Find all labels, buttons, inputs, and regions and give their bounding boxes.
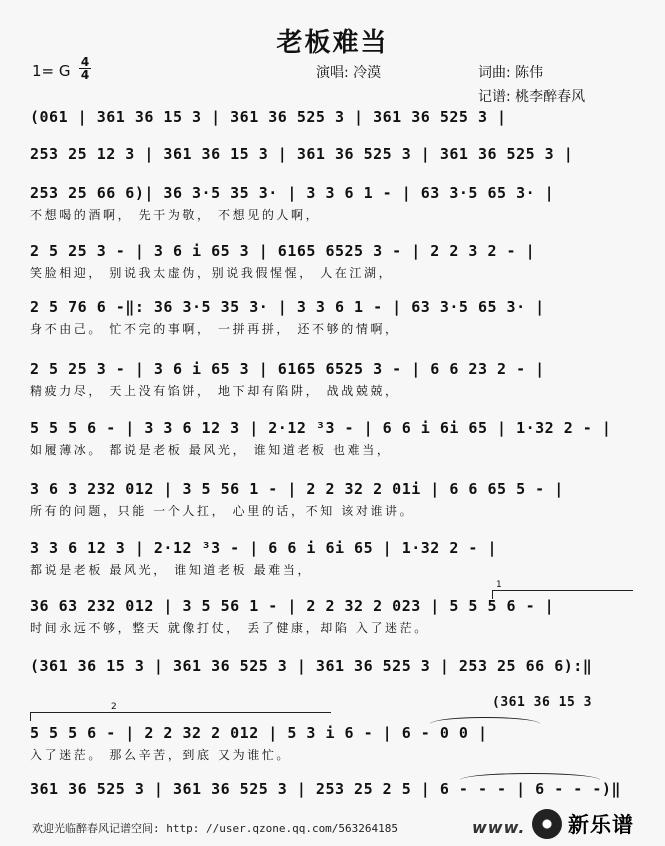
singer-credit: 演唱: 冷漠: [316, 65, 382, 81]
lyrics-line: 精疲力尽， 天上没有馅饼， 地下却有陷阱， 战战兢兢，: [30, 384, 400, 398]
page-title: 老板难当: [276, 28, 389, 58]
notes-line: 5 5 5 6 - | 3 3 6 12 3 | 2·12 ³3 - | 6 6 i 6i 65 | 1·32 2 - |: [30, 419, 612, 437]
lyrics-line: 入了迷茫。 那么辛苦，到底 又为谁忙。: [30, 748, 292, 762]
notes-line: 5 5 5 6 - | 2 2 32 2 012 | 5 3 i 6 - | 6 - 0 0 |: [30, 724, 488, 742]
time-signature: [78, 56, 92, 81]
lyrics-line: 如履薄冰。 都说是老板 最风光， 谁知道老板 也难当，: [30, 443, 392, 457]
key-signature: 1= G: [32, 62, 71, 80]
notes-line: 361 36 525 3 | 361 36 525 3 | 253 25 2 5 | 6 - - - | 6 - - -)‖: [30, 780, 621, 798]
lyrics-line: 时间永远不够，整天 就像打仗， 丢了健康，却陷 入了迷茫。: [30, 621, 429, 635]
time-top: 4: [80, 55, 90, 69]
composer-credit: 词曲: 陈伟: [478, 65, 544, 81]
lyrics-line: 不想喝的酒啊， 先干为敬， 不想见的人啊，: [30, 208, 321, 222]
transcriber-credit: 记谱: 桃李醉春风: [478, 89, 586, 105]
lyrics-line: 所有的问题，只能 一个人扛， 心里的话，不知 该对谁讲。: [30, 504, 415, 518]
notes-line: 3 3 6 12 3 | 2·12 ³3 - | 6 6 i 6i 65 | 1·32 2 - |: [30, 539, 498, 557]
notes-line: 36 63 232 012 | 3 5 56 1 - | 2 2 32 2 023 | 5 5 5 6 - |: [30, 597, 555, 615]
notes-line: 2 5 25 3 - | 3 6 i 65 3 | 6165 6525 3 - | 6 6 23 2 - |: [30, 360, 545, 378]
lyrics-line: 笑脸相迎， 别说我太虚伪，别说我假惺惺， 人在江湖，: [30, 266, 394, 280]
time-bottom: 4: [80, 68, 90, 82]
intro-pickup: (361 36 15 3: [492, 695, 592, 710]
notes-line: 2 5 76 6 -‖: 36 3·5 35 3· | 3 3 6 1 - | 63 3·5 65 3· |: [30, 298, 545, 316]
volta-1: [492, 580, 633, 599]
record-disc-icon: [532, 809, 562, 839]
tie-arc: [460, 773, 600, 780]
tie-arc: [430, 717, 540, 724]
notes-line: (061 | 361 36 15 3 | 361 36 525 3 | 361 36 525 3 |: [30, 108, 507, 126]
lyrics-line: 身不由己。 忙不完的事啊， 一拼再拼， 还不够的情啊，: [30, 322, 400, 336]
lyrics-line: 都说是老板 最风光， 谁知道老板 最难当，: [30, 563, 313, 577]
volta-1-label: 1: [496, 580, 502, 590]
notes-line: 253 25 12 3 | 361 36 15 3 | 361 36 525 3 | 361 36 525 3 |: [30, 145, 574, 163]
notes-line: (361 36 15 3 | 361 36 525 3 | 361 36 525 3 | 253 25 66 6):‖: [30, 657, 593, 675]
notes-line: 253 25 66 6)| 36 3·5 35 3· | 3 3 6 1 - | 63 3·5 65 3· |: [30, 184, 555, 202]
watermark-text: www.: [472, 818, 526, 837]
notes-line: 3 6 3 232 012 | 3 5 56 1 - | 2 2 32 2 01i | 6 6 65 5 - |: [30, 480, 564, 498]
volta-2: [30, 702, 331, 721]
volta-2-label: 2: [111, 702, 117, 712]
notes-line: 2 5 25 3 - | 3 6 i 65 3 | 6165 6525 3 - | 2 2 3 2 - |: [30, 242, 536, 260]
logo-text: 新乐谱: [568, 813, 634, 837]
site-logo: [532, 806, 662, 842]
footer-credit: 欢迎光临醉春风记谱空间: http: //user.qzone.qq.com/563264185: [32, 822, 399, 835]
